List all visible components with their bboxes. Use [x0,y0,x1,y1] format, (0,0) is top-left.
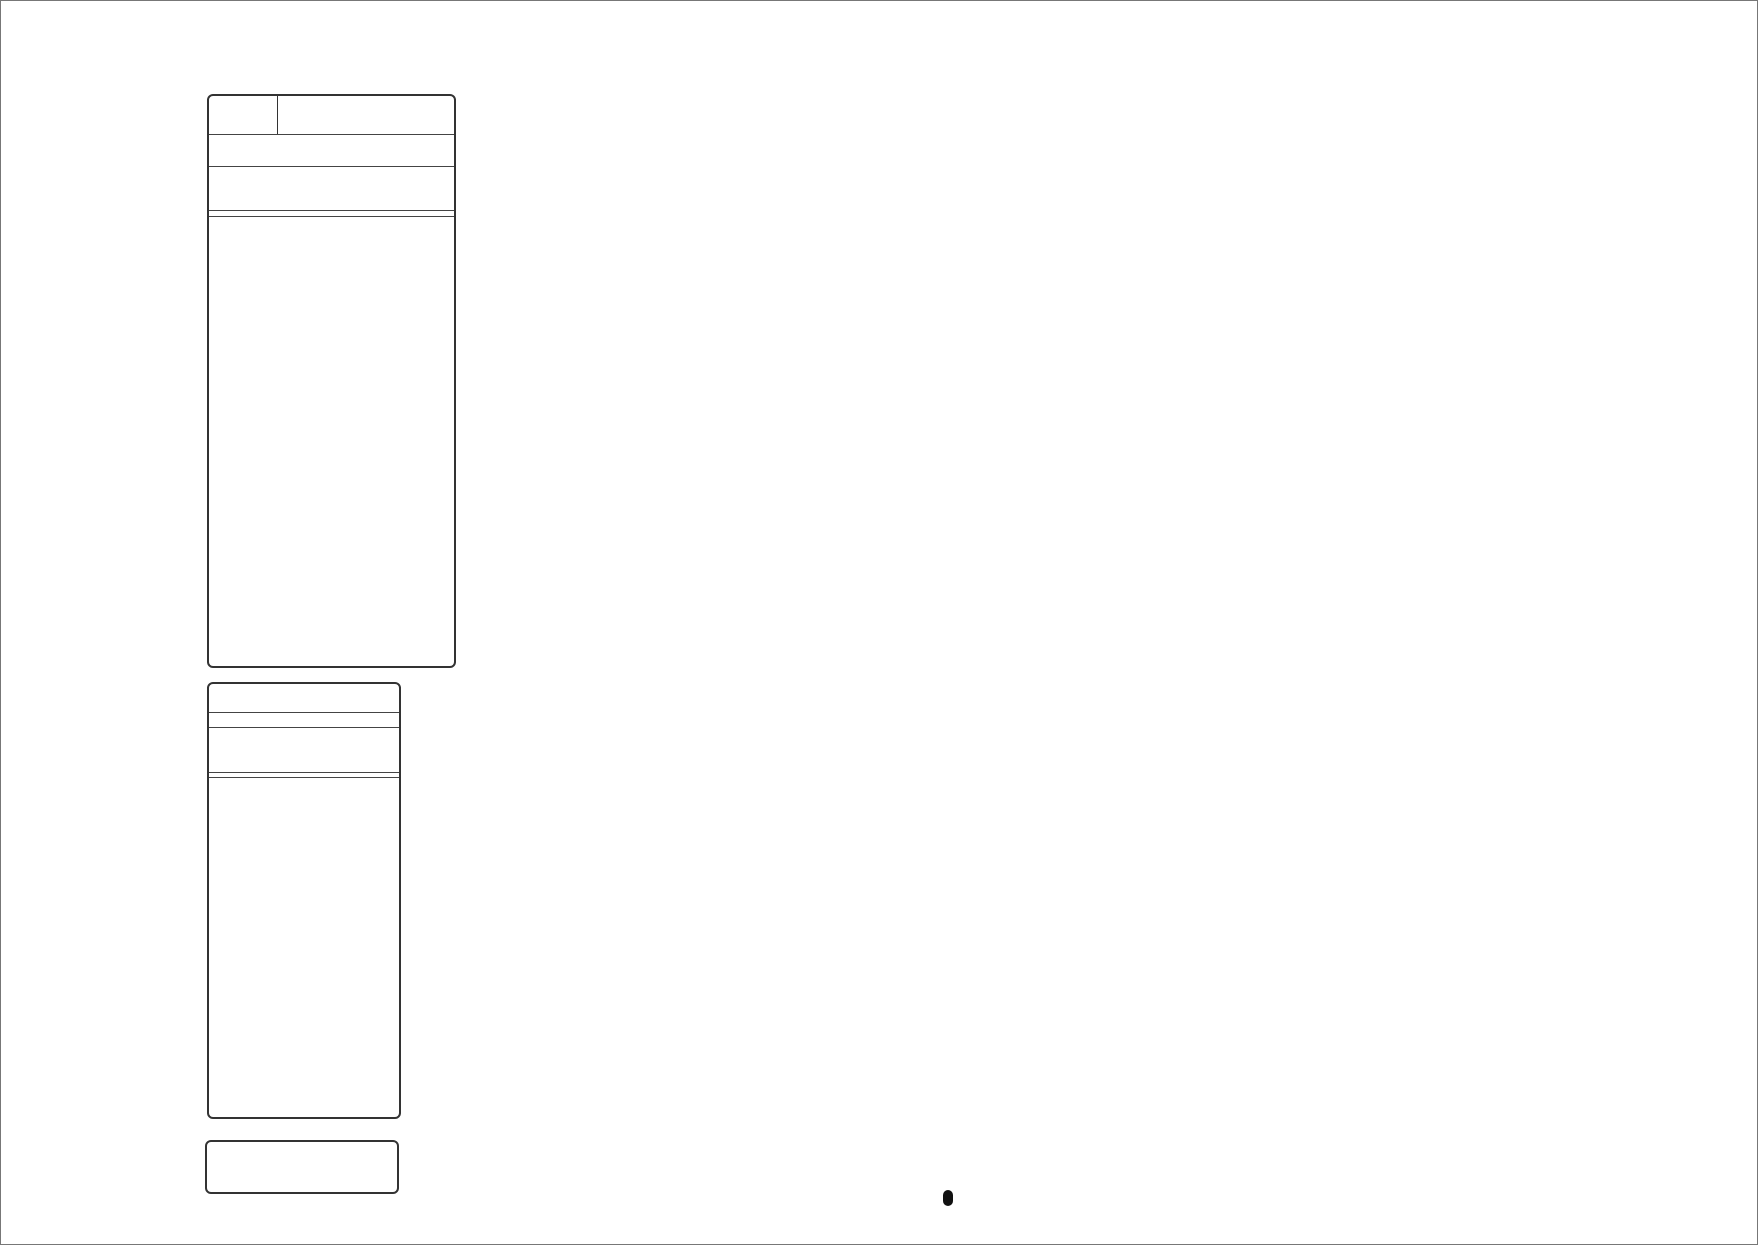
name-phone-box [207,94,456,668]
exam-writing-line-2 [209,777,399,778]
exam-header-line [209,727,399,728]
footer-box [205,1140,399,1194]
exam-id-box [207,682,401,1119]
exam-writing-line-1 [209,772,399,773]
phone-writing-line-2 [209,216,454,217]
phone-header-line [209,166,454,167]
filled-example-bubble [943,1190,953,1206]
exam-title-line [209,712,399,713]
name-bottom-line [209,134,454,135]
phone-writing-line-1 [209,210,454,211]
name-divider [277,96,278,134]
